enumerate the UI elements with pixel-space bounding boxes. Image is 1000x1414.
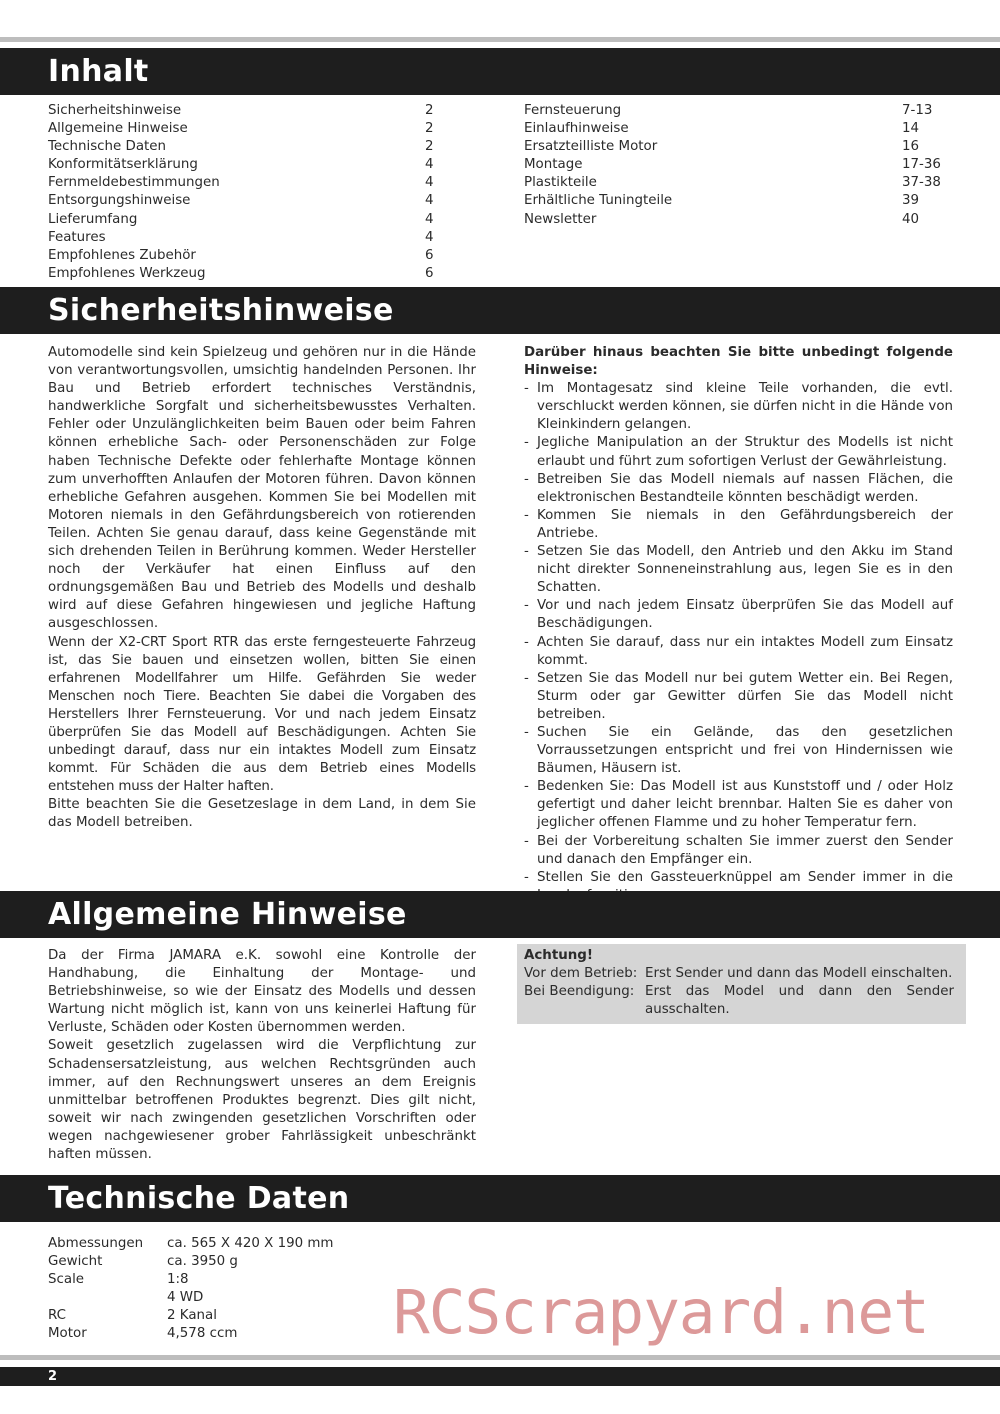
warning-title: Achtung! bbox=[524, 948, 593, 963]
section-title-allgemein: Allgemeine Hinweise bbox=[48, 896, 407, 932]
toc-entry[interactable]: Newsletter 40 bbox=[524, 211, 920, 227]
spec-row: Abmessungen ca. 565 X 420 X 190 mm bbox=[48, 1236, 334, 1251]
list-item: - Bedenken Sie: Das Modell ist aus Kunststoff und / oder Holz gefertigt und daher leicht brennbar. Halten Sie es daher von jeglicher offenen Flamme und zu hoher Temperatur fern. bbox=[524, 779, 953, 831]
list-item: - Stellen Sie den Gassteuerknüppel am Sender immer in die bbox=[524, 869, 953, 885]
toc-entry[interactable]: Fernmeldebestimmungen 4 bbox=[48, 175, 434, 191]
section-title-sicherheit: Sicherheitshinweise bbox=[48, 292, 394, 328]
section-bar-allgemein bbox=[0, 891, 1000, 938]
list-item: - Kommen Sie niemals in den Gefährdungsbereich der Antriebe. bbox=[524, 507, 953, 541]
list-item: - Achten Sie darauf, dass nur ein intaktes Modell zum Einsatz kommt. bbox=[524, 634, 953, 668]
section-bar-technisch bbox=[0, 1175, 1000, 1222]
list-item: - Setzen Sie das Modell, den Antrieb und den Akku im Stand nicht direkter Sonneneinstrahlung aus, legen Sie es in den Schatten. bbox=[524, 544, 953, 596]
toc-right bbox=[524, 102, 954, 229]
list-item: - Vor und nach jedem Einsatz überprüfen Sie das Modell auf Beschädigungen. bbox=[524, 598, 953, 632]
general-paragraph: Soweit gesetzlich zugelassen wird die Verpflichtung zur Schadensersatzleistung, aus welchen Rechtsgründen auch immer, auf den Rechnungswert unseres an dem Ereignis unmittelbar betroffenen Produktes begrenzt. Dies gilt nicht, soweit wir nach zwingenden gesetzlichen Vorschriften oder wegen nachgewiesener grober Fahrlässigkeit unbeschränkt haften müssen. bbox=[48, 1038, 476, 1163]
toc-entry[interactable]: Features 4 bbox=[48, 229, 434, 245]
section-bar-sicherheit bbox=[0, 287, 1000, 334]
list-item: - Im Montagesatz sind kleine Teile vorhanden, die evtl. verschluckt werden können, sie dürfen nicht in die Hände von Kleinkindern gelangen. bbox=[524, 381, 953, 433]
section-title-inhalt: Inhalt bbox=[48, 53, 149, 89]
toc-entry[interactable]: Empfohlenes Werkzeug 6 bbox=[48, 265, 434, 281]
top-rule bbox=[0, 37, 1000, 42]
page-number: 2 bbox=[48, 1369, 58, 1384]
watermark-text: RCScrapyard.net bbox=[393, 1277, 929, 1348]
toc-entry[interactable]: Ersatzteilliste Motor 16 bbox=[524, 139, 920, 155]
list-item: - Suchen Sie ein Gelände, das den gesetzlichen Vorraussetzungen entspricht und frei von Hindernissen wie Bäumen, Häusern ist. bbox=[524, 724, 953, 777]
safety-paragraph: Wenn der X2-CRT Sport RTR das erste ferngesteuerte Fahrzeug ist, das Sie bauen und einsetzen wollen, bitten Sie einen erfahrenen Modellfahrer um Hilfe. Gefährden Sie weder Menschen noch Tiere. Beachten Sie dabei die Vorgaben des Herstellers Ihrer Fernsteuerung. Vor und nach jedem Einsatz überprüfen Sie das Modell auf Beschädigungen. Achten Sie unbedingt darauf, dass nur ein intaktes Modell zum Einsatz kommt. Für Schäden die aus dem Betrieb eines Modells entstehen muss der Halter haften. bbox=[48, 634, 476, 795]
list-item: - Setzen Sie das Modell nur bei gutem Wetter ein. Bei Regen, Sturm oder gar Gewitter dürfen Sie das Modell nicht betreiben. bbox=[524, 670, 953, 722]
section-bar-inhalt bbox=[0, 48, 1000, 95]
spec-row: 4 WD bbox=[167, 1290, 204, 1306]
section-title-technisch: Technische Daten bbox=[48, 1180, 350, 1216]
toc-entry[interactable]: Plastikteile 37-38 bbox=[524, 175, 941, 191]
list-item: - Betreiben Sie das Modell niemals auf nassen Flächen, die elektronischen Bestandteile könnten beschädigt werden. bbox=[524, 471, 953, 505]
toc-entry[interactable]: Erhältliche Tuningteile 39 bbox=[524, 193, 920, 209]
toc-entry[interactable]: Sicherheitshinweise 2 bbox=[48, 103, 434, 118]
spec-row: Gewicht ca. 3950 g bbox=[48, 1254, 238, 1270]
list-item: - Jegliche Manipulation an der Struktur des Modells ist nicht erlaubt und führt zum sofortigen Verlust der Gewährleistung. bbox=[524, 435, 953, 469]
footer-bar bbox=[0, 1367, 1000, 1386]
warning-row: Bei Beendigung: Erst das Model und dann den Sender ausschalten. bbox=[524, 984, 954, 1018]
safety-left-column bbox=[48, 344, 476, 833]
warning-row: Vor dem Betrieb: Erst Sender und dann das Modell einschalten. bbox=[524, 966, 953, 982]
safety-right-column bbox=[524, 344, 953, 905]
toc-entry[interactable]: Fernsteuerung 7-13 bbox=[524, 103, 933, 118]
safety-list-heading: Darüber hinaus beachten Sie bitte unbedingt folgende Hinweise: bbox=[524, 345, 953, 379]
toc-entry[interactable]: Empfohlenes Zubehör 6 bbox=[48, 247, 434, 263]
general-column bbox=[48, 947, 476, 1164]
spec-row: Motor 4,578 ccm bbox=[48, 1326, 238, 1342]
safety-list bbox=[524, 380, 953, 905]
warning-box bbox=[517, 944, 966, 1024]
safety-paragraph: Bitte beachten Sie die Gesetzeslage in dem Land, in dem Sie das Modell betreiben. bbox=[48, 797, 476, 831]
toc-entry[interactable]: Allgemeine Hinweise 2 bbox=[48, 121, 434, 137]
bottom-rule bbox=[0, 1355, 1000, 1360]
list-item: - Bei der Vorbereitung schalten Sie immer zuerst den Sender und danach den Empfänger ein. bbox=[524, 833, 953, 867]
general-paragraph: Da der Firma JAMARA e.K. sowohl eine Kontrolle der Handhabung, die Einhaltung der Montage- und Betriebshinweise, so wie der Einsatz des Modells und dessen Wartung nicht möglich ist, kann von uns keinerlei Haftung für Verluste, Schäden oder Kosten übernommen werden. bbox=[48, 948, 476, 1036]
toc-entry[interactable]: Lieferumfang 4 bbox=[48, 211, 434, 227]
toc-entry[interactable]: Montage 17-36 bbox=[524, 157, 941, 173]
spec-row: RC 2 Kanal bbox=[48, 1308, 217, 1324]
toc-entry[interactable]: Technische Daten 2 bbox=[48, 139, 434, 155]
toc-entry[interactable]: Konformitätserklärung 4 bbox=[48, 157, 434, 173]
tech-specs bbox=[48, 1235, 334, 1344]
safety-paragraph: Automodelle sind kein Spielzeug und gehören nur in die Hände von verantwortungsvollen, umsichtig handelnden Personen. Ihr Bau und Betrieb erfordert technisches Verständnis, handwerkliche Sorgfalt und sicherheitsbewusstes Verhalten. Fehler oder Unzulänglichkeiten beim Bauen oder beim Fahren können erhebliche Sach- oder Personenschäden zur Folge haben Technische Defekte oder fehlerhafte Montage können zum unverhofften Anlaufen der Motoren führen. Davon können erhebliche Gefahren ausgehen. Kommen Sie bei Modellen mit Motoren niemals in den Gefährdungsbereich von rotierenden Teilen. Achten Sie genau darauf, dass keine Gegenstände mit sich drehenden Teilen in Berührung kommen. Weder Hersteller noch der Verkäufer hat einen Einfluss auf den ordnungsgemäßen Bau und Betrieb des Modells und deshalb wird auf diese Gefahren hingewiesen und jegliche Haftung ausgeschlossen. bbox=[48, 345, 476, 632]
toc-entry[interactable]: Entsorgungshinweise 4 bbox=[48, 193, 434, 209]
toc-left bbox=[48, 102, 438, 283]
spec-row: Scale 1:8 bbox=[48, 1272, 189, 1288]
toc-entry[interactable]: Einlaufhinweise 14 bbox=[524, 121, 920, 137]
